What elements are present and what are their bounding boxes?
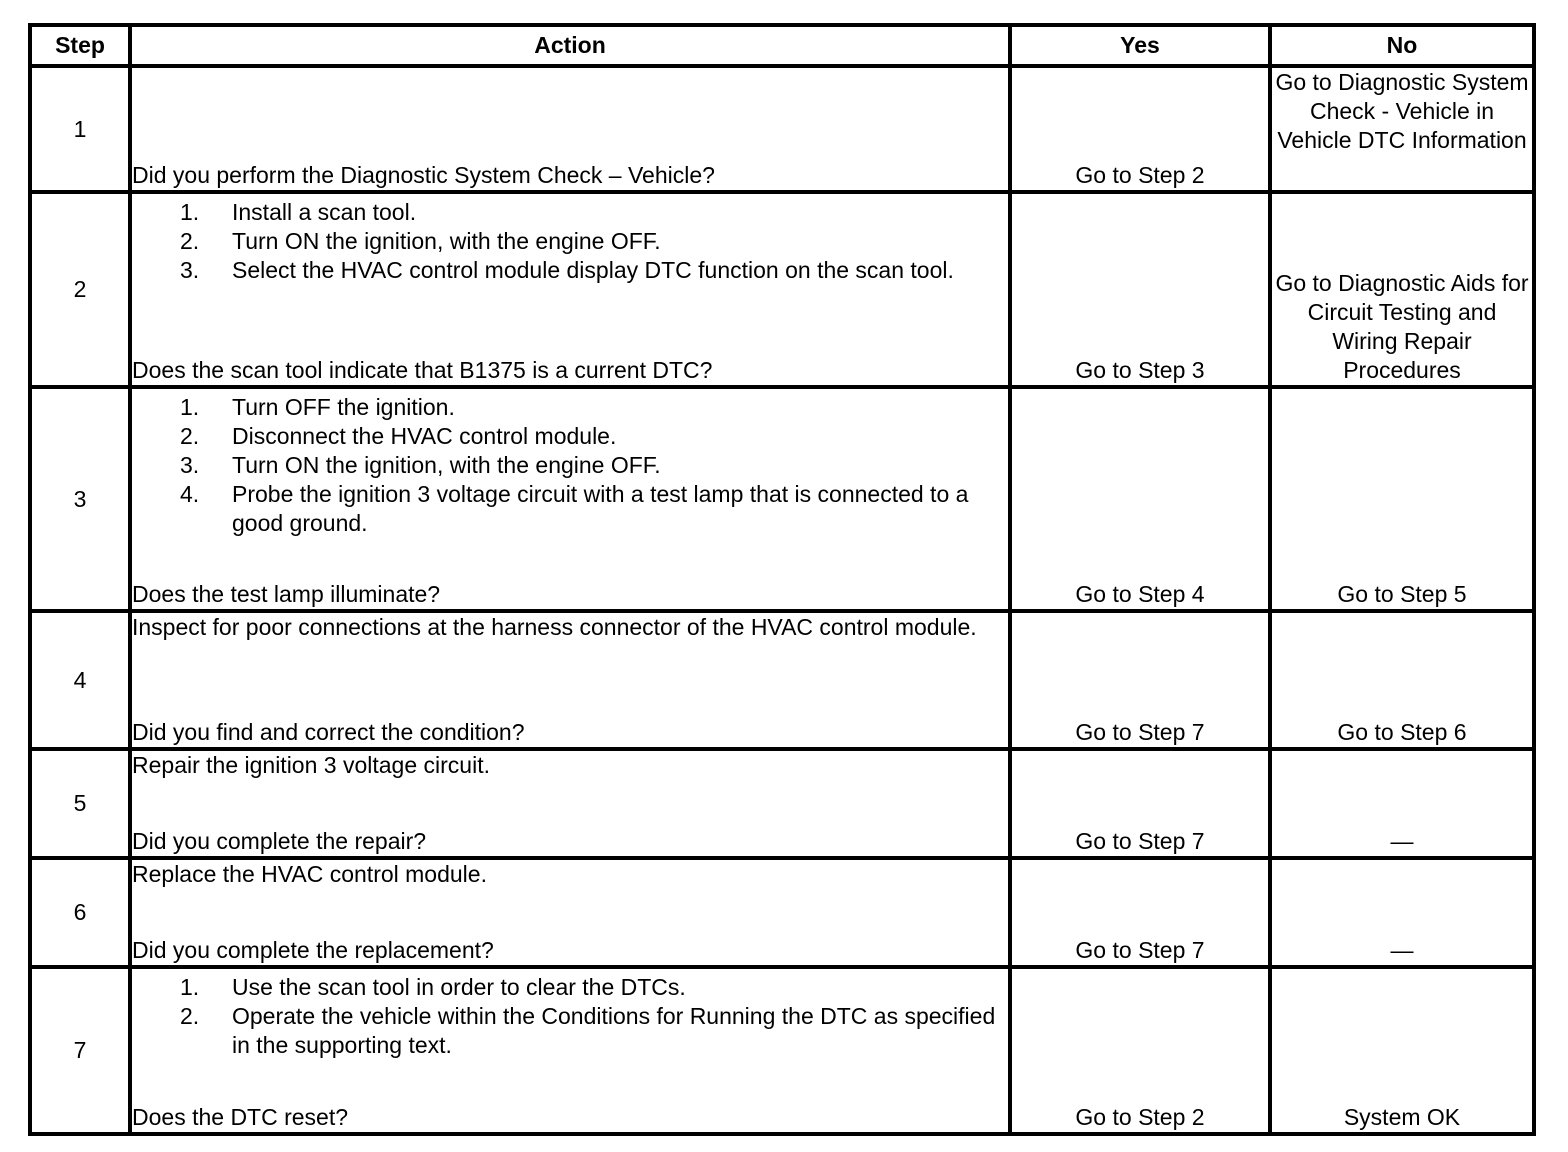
no-cell: —: [1270, 858, 1534, 967]
action-content: [132, 389, 1008, 609]
step-number: 3: [30, 387, 130, 611]
header-no: No: [1270, 25, 1534, 66]
action-list: [132, 393, 1008, 538]
no-cell: Go to Diagnostic Aids for Circuit Testing and Wiring Repair Procedures: [1270, 192, 1534, 387]
action-intro: Repair the ignition 3 voltage circuit.: [132, 752, 490, 778]
list-item-number: 2.: [180, 1003, 200, 1029]
action-intro: Replace the HVAC control module.: [132, 861, 487, 887]
list-item: [132, 227, 1008, 256]
no-cell: Go to Step 6: [1270, 611, 1534, 749]
action-instructions: [132, 613, 1008, 642]
table-row: [30, 967, 1534, 1134]
action-cell: [130, 611, 1010, 749]
list-item-text: Disconnect the HVAC control module.: [232, 423, 617, 449]
yes-cell: Go to Step 7: [1010, 858, 1270, 967]
action-question: Does the test lamp illuminate?: [132, 581, 441, 607]
step-number: 2: [30, 192, 130, 387]
action-question: Did you complete the replacement?: [132, 937, 494, 963]
yes-cell: Go to Step 7: [1010, 749, 1270, 858]
table-body: [30, 66, 1534, 1134]
action-question: Did you perform the Diagnostic System Check – Vehicle?: [132, 162, 715, 188]
list-item: [132, 1002, 1008, 1060]
list-item-text: Turn ON the ignition, with the engine OFF.: [232, 452, 661, 478]
yes-cell: Go to Step 2: [1010, 967, 1270, 1134]
action-cell: [130, 66, 1010, 192]
table-row: [30, 66, 1534, 192]
list-item-text: Operate the vehicle within the Conditions for Running the DTC as specified in the supporting text.: [232, 1003, 996, 1058]
list-item-text: Probe the ignition 3 voltage circuit with a test lamp that is connected to a good ground.: [232, 481, 969, 536]
header-yes: Yes: [1010, 25, 1270, 66]
action-content: [132, 613, 1008, 747]
action-content: [132, 194, 1008, 385]
no-cell: Go to Step 5: [1270, 387, 1534, 611]
list-item-text: Turn ON the ignition, with the engine OFF.: [232, 228, 661, 254]
header-row: [30, 25, 1534, 66]
list-item: [132, 480, 1008, 538]
action-instructions: [132, 751, 1008, 780]
diagnostic-table: [28, 23, 1536, 1136]
action-question: Does the DTC reset?: [132, 1104, 349, 1130]
action-cell: [130, 387, 1010, 611]
list-item-number: 1.: [180, 394, 200, 420]
list-item-number: 1.: [180, 199, 200, 225]
table-row: [30, 192, 1534, 387]
list-item: [132, 198, 1008, 227]
list-item-text: Turn OFF the ignition.: [232, 394, 455, 420]
list-item-number: 3.: [180, 257, 200, 283]
table-row: [30, 858, 1534, 967]
list-item-text: Use the scan tool in order to clear the DTCs.: [232, 974, 686, 1000]
yes-cell: Go to Step 4: [1010, 387, 1270, 611]
list-item-text: Select the HVAC control module display DTC function on the scan tool.: [232, 257, 954, 283]
action-cell: [130, 749, 1010, 858]
no-cell: —: [1270, 749, 1534, 858]
list-item-text: Install a scan tool.: [232, 199, 417, 225]
no-cell: System OK: [1270, 967, 1534, 1134]
list-item-number: 2.: [180, 228, 200, 254]
action-content: [132, 68, 1008, 190]
action-instructions: [132, 194, 1008, 285]
list-item-number: 4.: [180, 481, 200, 507]
list-item-number: 2.: [180, 423, 200, 449]
action-cell: [130, 192, 1010, 387]
no-cell: Go to Diagnostic System Check - Vehicle in Vehicle DTC Information: [1270, 66, 1534, 192]
action-instructions: [132, 860, 1008, 889]
action-question: Did you find and correct the condition?: [132, 719, 525, 745]
yes-cell: Go to Step 2: [1010, 66, 1270, 192]
header-step: Step: [30, 25, 130, 66]
table-row: [30, 749, 1534, 858]
action-list: [132, 198, 1008, 285]
step-number: 5: [30, 749, 130, 858]
list-item: [132, 422, 1008, 451]
action-intro: Inspect for poor connections at the harness connector of the HVAC control module.: [132, 614, 977, 640]
action-list: [132, 973, 1008, 1060]
table-row: [30, 387, 1534, 611]
step-number: 1: [30, 66, 130, 192]
step-number: 4: [30, 611, 130, 749]
action-instructions: [132, 389, 1008, 538]
header-action: Action: [130, 25, 1010, 66]
yes-cell: Go to Step 7: [1010, 611, 1270, 749]
list-item-number: 3.: [180, 452, 200, 478]
table-row: [30, 611, 1534, 749]
table-header: [30, 25, 1534, 66]
yes-cell: Go to Step 3: [1010, 192, 1270, 387]
action-instructions: [132, 969, 1008, 1060]
action-cell: [130, 858, 1010, 967]
step-number: 6: [30, 858, 130, 967]
list-item: [132, 973, 1008, 1002]
action-cell: [130, 967, 1010, 1134]
step-number: 7: [30, 967, 130, 1134]
action-question: Did you complete the repair?: [132, 828, 427, 854]
list-item: [132, 393, 1008, 422]
list-item: [132, 256, 1008, 285]
list-item-number: 1.: [180, 974, 200, 1000]
action-content: [132, 969, 1008, 1132]
list-item: [132, 451, 1008, 480]
action-content: [132, 751, 1008, 856]
action-content: [132, 860, 1008, 965]
action-question: Does the scan tool indicate that B1375 is a current DTC?: [132, 357, 713, 383]
